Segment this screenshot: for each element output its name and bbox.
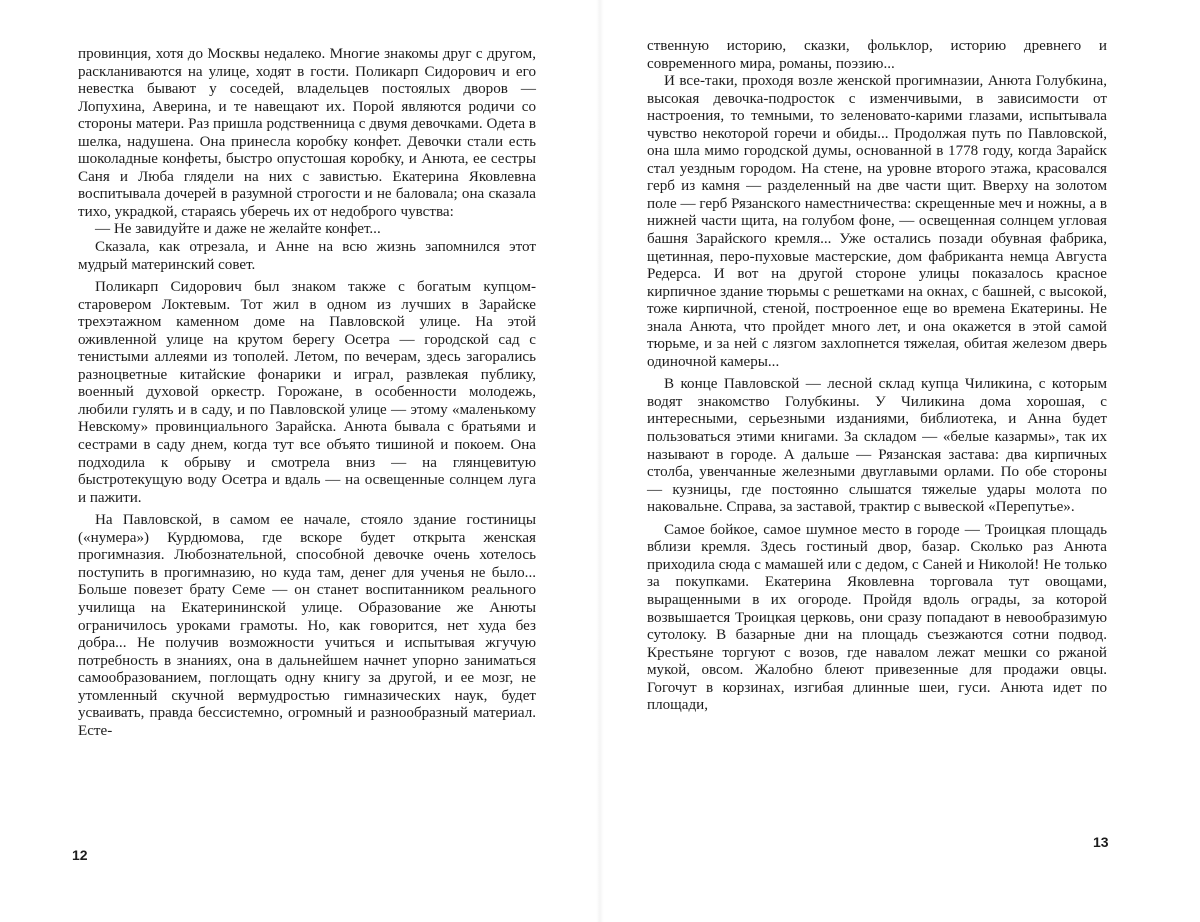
paragraph: В конце Павловской — лесной склад купца Чиликина, с которым водят знакомство Голубкины. У Чиликина дома хорошая, с интересными, серьезными изданиями, библиотека, и Анна будет пользоваться этими книгами. За складом — «белые казармы», так их называют в городе. А дальше — Рязанская застава: два кирпичных столба, увенчанные железными двуглавыми орлами. По обе стороны — кузницы, где постоянно слышатся тяжелые удары молота по наковальне. Справа, за заставой, трактир с вывеской «Перепутье». xyxy=(647,376,1107,516)
paragraph: Сказала, как отрезала, и Анне на всю жизнь запомнился этот мудрый материнский совет. xyxy=(78,239,536,274)
paragraph: — Не завидуйте и даже не желайте конфет... xyxy=(78,221,536,239)
left-page xyxy=(0,0,600,922)
paragraph: Самое бойкое, самое шумное место в городе — Троицкая площадь вблизи кремля. Здесь гостиный двор, базар. Сколько раз Анюта приходила сюда с мамашей или с дедом, с Саней и Николой! Не только за покупками. Екатерина Яковлевна торговала тут овощами, выращенными в их огороде. Пройдя вдоль ограды, за которой возвышается Троицкая церковь, они сразу попадают в невообразимую сутолоку. В базарные дни на площадь съезжаются сотни подвод. Крестьяне торгуют с возов, где навалом лежат мешки со ржаной мукой, овсом. Жалобно блеют привезенные для продажи овцы. Гогочут в корзинах, изгибая длинные шеи, гуси. Анюта идет по площади, xyxy=(647,522,1107,715)
paragraph: И все-таки, проходя возле женской прогимназии, Анюта Голубкина, высокая девочка-подросток с изменчивыми, в зависимости от настроения, то темными, то зеленовато-карими глазами, испытывала чувство некоторой горечи и обиды... Продолжая путь по Павловской, она шла мимо городской думы, основанной в 1778 году, когда Зарайск стал уездным городом. На стене, на уровне второго этажа, красовался герб из камня — разделенный на две части щит. Вверху на золотом поле — герб Рязанского наместничества: скрещенные меч и ножны, а в нижней части щита, на голубом фоне, — освещенная солнцем угловая башня Зарайского кремля... Уже остались позади обувная фабрика, щетинная, перо-пуховые мастерские, дом фабриканта немца Августа Редерса. И вот на другой стороне улицы показалось красное кирпичное здание тюрьмы с решетками на окнах, с башней, с высокой, тоже кирпичной, стеной, построенное еще во времена Екатерины. Не знала Анюта, что пройдет много лет, и она окажется в этой самой тюрьме, и за ней с лязгом захлопнется тяжелая, обитая железом дверь одиночной камеры... xyxy=(647,73,1107,371)
left-page-text-column xyxy=(78,46,536,740)
paragraph: ственную историю, сказки, фольклор, историю древнего и современного мира, романы, поэзию... xyxy=(647,38,1107,73)
paragraph: Поликарп Сидорович был знаком также с богатым купцом-старовером Локтевым. Тот жил в одном из лучших в Зарайске трехэтажном каменном доме на Павловской улице. На этой оживленной улице на крутом берегу Осетра — городской сад с тенистыми аллеями из тополей. Летом, по вечерам, здесь загорались разноцветные китайские фонарики и играл, развлекая публику, военный духовой оркестр. Горожане, в особенности молодежь, любили гулять и в саду, и по Павловской улице — этому «маленькому Невскому» провинциального Зарайска. Анюта бывала с братьями и сестрами в саду днем, когда тут все объято тишиной и покоем. Она подходила к обрыву и смотрела вниз — на глянцевитую быстротекущую воду Осетра и вдаль — на освещенные солнцем луга и пажити. xyxy=(78,279,536,507)
paragraph: провинция, хотя до Москвы недалеко. Многие знакомы друг с другом, раскланиваются на улице, ходят в гости. Поликарп Сидорович и его невестка бывают у соседей, владельцев постоялых дворов — Лопухина, Аверина, и те навещают их. Порой являются родичи со стороны матери. Раз пришла родственница с двумя девочками. Одета в шелка, надушена. Она принесла коробку конфет. Девочки стали есть шоколадные конфеты, быстро опустошая коробку, и Анюта, ее сестры Саня и Люба глядели на них с завистью. Екатерина Яковлевна воспитывала дочерей в разумной строгости и не баловала; она сказала тихо, украдкой, стараясь уберечь их от недоброго чувства: xyxy=(78,46,536,221)
page-number: 12 xyxy=(72,847,88,863)
right-page-text-column xyxy=(647,38,1107,715)
paragraph: На Павловской, в самом ее начале, стояло здание гостиницы («нумера») Курдюмова, где вскоре будет открыта женская прогимназия. Любознательной, способной девочке очень хотелось поступить в прогимназию, но куда там, денег для ученья не было... Больше повезет брату Семе — он станет воспитанником реального училища на Екатерининской улице. Образование же Анюты ограничилось уроками грамоты. Но, как говорится, нет худа без добра... Не получив возможности учиться и испытывая жгучую потребность в знаниях, она в дальнейшем начнет упорно заниматься самообразованием, поглощать одну книгу за другой, и ее мозг, не утомленный скучной вермудростью гимназических наук, будет усваивать, правда бессистемно, огромный и разнообразный материал. Есте- xyxy=(78,512,536,740)
page-number: 13 xyxy=(1093,834,1109,850)
right-page xyxy=(600,0,1200,922)
